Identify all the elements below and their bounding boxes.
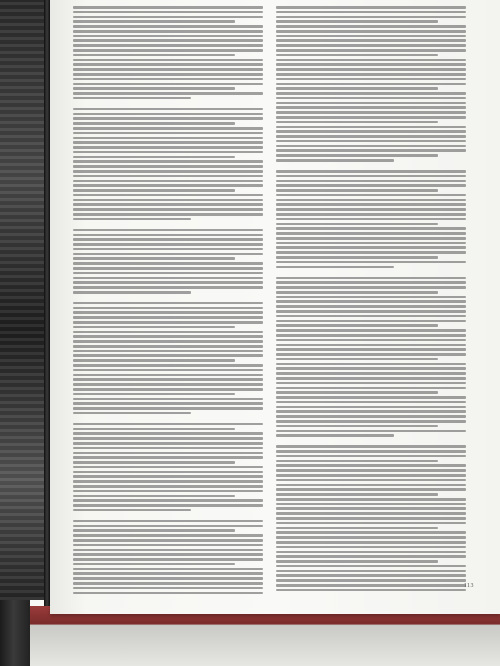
- text-line: [73, 514, 263, 518]
- text-line: [73, 180, 263, 183]
- text-line: [276, 184, 466, 187]
- text-line: [73, 132, 263, 135]
- text-line: [73, 113, 263, 116]
- text-line: [276, 382, 466, 385]
- text-line: [276, 315, 466, 318]
- text-line: [73, 340, 263, 343]
- text-column-right: [276, 6, 466, 602]
- text-line: [73, 170, 263, 173]
- text-line: [73, 102, 263, 106]
- text-line: [73, 525, 263, 528]
- text-line: [73, 291, 191, 294]
- book-cover-bottom: [30, 606, 500, 666]
- text-line: [276, 54, 438, 57]
- text-line: [73, 364, 263, 367]
- text-line: [276, 420, 466, 423]
- text-line: [276, 464, 466, 467]
- text-line: [73, 127, 263, 130]
- text-line: [276, 223, 438, 226]
- text-line: [73, 160, 263, 163]
- text-line: [73, 49, 263, 52]
- text-line: [276, 445, 466, 448]
- text-line: [73, 345, 263, 348]
- text-line: [73, 321, 263, 324]
- text-line: [276, 20, 438, 23]
- text-line: [73, 423, 263, 426]
- text-line: [276, 536, 466, 539]
- text-line: [276, 522, 466, 525]
- text-line: [276, 469, 466, 472]
- text-line: [73, 243, 263, 246]
- text-line: [276, 396, 466, 399]
- text-line: [276, 348, 466, 351]
- text-line: [276, 531, 466, 534]
- text-line: [73, 378, 263, 381]
- text-line: [73, 592, 263, 595]
- text-line: [276, 242, 466, 245]
- text-line: [276, 159, 394, 162]
- text-line: [73, 78, 263, 81]
- text-line: [276, 208, 466, 211]
- text-line: [276, 286, 466, 289]
- text-line: [276, 59, 466, 62]
- text-line: [276, 251, 466, 254]
- text-line: [73, 277, 263, 280]
- text-line: [73, 208, 263, 211]
- text-line: [276, 300, 466, 303]
- text-line: [73, 311, 263, 314]
- text-line: [276, 39, 466, 42]
- text-line: [73, 572, 263, 575]
- text-line: [276, 102, 466, 105]
- text-line: [276, 460, 438, 463]
- text-line: [73, 549, 263, 552]
- text-line: [73, 262, 263, 265]
- text-line: [73, 504, 263, 507]
- text-line: [73, 39, 263, 42]
- text-line: [73, 544, 263, 547]
- text-line: [276, 377, 466, 380]
- text-line: [73, 117, 263, 120]
- text-line: [73, 442, 263, 445]
- text-line: [73, 539, 263, 542]
- text-line: [276, 363, 466, 366]
- text-line: [276, 180, 466, 183]
- text-line: [73, 553, 263, 556]
- text-line: [276, 410, 466, 413]
- text-line: [73, 199, 263, 202]
- text-line: [276, 507, 466, 510]
- text-line: [276, 73, 466, 76]
- text-line: [276, 218, 466, 221]
- text-line: [276, 503, 466, 506]
- text-line: [73, 582, 263, 585]
- text-line: [73, 480, 263, 483]
- text-line: [73, 253, 263, 256]
- text-line: [73, 393, 235, 396]
- text-line: [276, 256, 438, 259]
- text-line: [276, 584, 466, 587]
- text-line: [276, 68, 466, 71]
- text-line: [73, 218, 191, 221]
- text-line: [276, 406, 466, 409]
- text-line: [276, 565, 466, 568]
- text-line: [73, 272, 263, 275]
- text-line: [73, 350, 263, 353]
- text-line: [73, 194, 263, 197]
- text-column-left: [73, 6, 263, 602]
- text-line: [73, 16, 263, 19]
- text-line: [276, 296, 466, 299]
- text-line: [73, 369, 263, 372]
- text-line: [276, 546, 466, 549]
- text-line: [276, 391, 438, 394]
- text-line: [276, 135, 466, 138]
- text-line: [73, 59, 263, 62]
- text-line: [73, 296, 263, 300]
- text-line: [73, 6, 263, 9]
- text-line: [73, 577, 263, 580]
- text-line: [276, 589, 466, 592]
- text-line: [73, 447, 263, 450]
- text-line: [276, 484, 466, 487]
- text-line: [73, 398, 263, 401]
- text-line: [73, 388, 263, 391]
- text-line: [276, 329, 466, 332]
- text-line: [276, 517, 466, 520]
- text-line: [276, 106, 466, 109]
- text-line: [73, 20, 235, 23]
- text-line: [276, 227, 466, 230]
- page-number: 113: [463, 583, 474, 589]
- text-line: [276, 439, 466, 443]
- text-line: [276, 310, 466, 313]
- text-line: [276, 305, 466, 308]
- text-line: [73, 563, 235, 566]
- text-line: [73, 326, 235, 329]
- text-line: [276, 170, 466, 173]
- text-line: [276, 488, 466, 491]
- left-page-photograph: [0, 0, 46, 600]
- text-line: [276, 541, 466, 544]
- text-line: [276, 149, 466, 152]
- text-line: [276, 16, 466, 19]
- text-line: [73, 229, 263, 232]
- text-line: [73, 359, 235, 362]
- text-line: [276, 450, 466, 453]
- text-line: [73, 417, 263, 421]
- text-line: [276, 324, 438, 327]
- text-line: [73, 213, 263, 216]
- text-line: [73, 529, 235, 532]
- text-line: [73, 25, 263, 28]
- text-line: [73, 137, 263, 140]
- text-line: [276, 203, 466, 206]
- text-line: [276, 415, 466, 418]
- text-line: [73, 281, 263, 284]
- text-line: [276, 334, 466, 337]
- text-line: [73, 234, 263, 237]
- text-line: [276, 246, 466, 249]
- text-line: [276, 44, 466, 47]
- text-line: [276, 574, 466, 577]
- text-line: [276, 92, 466, 95]
- text-line: [276, 425, 438, 428]
- text-line: [73, 302, 263, 305]
- text-line: [276, 372, 466, 375]
- text-line: [73, 141, 263, 144]
- text-line: [73, 412, 191, 415]
- text-line: [276, 145, 466, 148]
- text-line: [276, 570, 466, 573]
- text-line: [73, 383, 263, 386]
- text-line: [73, 499, 263, 502]
- text-line: [276, 474, 466, 477]
- text-line: [276, 237, 466, 240]
- text-line: [73, 238, 263, 241]
- text-line: [73, 68, 263, 71]
- text-line: [276, 367, 466, 370]
- text-line: [73, 402, 263, 405]
- text-line: [73, 73, 263, 76]
- book-page: [50, 0, 500, 614]
- text-line: [276, 164, 466, 168]
- text-line: [73, 456, 263, 459]
- text-line: [276, 25, 466, 28]
- text-line: [276, 512, 466, 515]
- text-line: [276, 291, 438, 294]
- text-line: [73, 307, 263, 310]
- text-line: [73, 108, 263, 111]
- text-line: [276, 194, 466, 197]
- text-line: [73, 452, 263, 455]
- text-line: [73, 35, 263, 38]
- text-line: [73, 223, 263, 227]
- text-line: [276, 189, 438, 192]
- text-line: [276, 555, 466, 558]
- text-line: [73, 87, 235, 90]
- text-line: [73, 184, 263, 187]
- text-line: [276, 401, 466, 404]
- text-line: [73, 568, 263, 571]
- text-line: [73, 354, 263, 357]
- text-line: [276, 199, 466, 202]
- text-line: [276, 270, 466, 274]
- text-line: [276, 551, 466, 554]
- text-line: [73, 587, 263, 590]
- text-line: [73, 146, 263, 149]
- text-line: [73, 175, 263, 178]
- text-line: [276, 261, 466, 264]
- text-line: [73, 520, 263, 523]
- text-line: [73, 156, 235, 159]
- text-line: [276, 344, 466, 347]
- text-line: [276, 116, 466, 119]
- text-line: [73, 30, 263, 33]
- text-line: [276, 30, 466, 33]
- text-line: [73, 475, 263, 478]
- text-line: [276, 434, 394, 437]
- text-line: [73, 558, 263, 561]
- text-line: [276, 232, 466, 235]
- text-line: [276, 83, 466, 86]
- text-line: [73, 432, 263, 435]
- text-line: [276, 87, 438, 90]
- text-line: [276, 430, 466, 433]
- text-line: [73, 165, 263, 168]
- text-line: [276, 121, 438, 124]
- text-line: [73, 44, 263, 47]
- text-line: [73, 92, 263, 95]
- text-line: [73, 97, 191, 100]
- text-line: [276, 387, 466, 390]
- text-line: [73, 485, 263, 488]
- text-line: [276, 455, 466, 458]
- text-line: [276, 579, 466, 582]
- text-line: [73, 534, 263, 537]
- text-line: [73, 151, 263, 154]
- text-line: [276, 126, 466, 129]
- text-line: [73, 248, 263, 251]
- text-line: [73, 471, 263, 474]
- text-line: [73, 407, 263, 410]
- text-line: [73, 437, 263, 440]
- text-line: [73, 461, 235, 464]
- text-line: [276, 493, 438, 496]
- text-line: [276, 498, 466, 501]
- text-line: [73, 11, 263, 14]
- text-line: [276, 6, 466, 9]
- text-line: [276, 560, 438, 563]
- text-line: [73, 267, 263, 270]
- text-line: [73, 466, 263, 469]
- text-line: [73, 189, 235, 192]
- text-line: [276, 281, 466, 284]
- text-line: [276, 479, 466, 482]
- text-line: [73, 490, 263, 493]
- text-line: [73, 257, 235, 260]
- text-line: [276, 277, 466, 280]
- text-line: [73, 428, 235, 431]
- text-line: [276, 130, 466, 133]
- text-line: [73, 316, 263, 319]
- text-line: [276, 35, 466, 38]
- text-line: [73, 509, 191, 512]
- text-line: [276, 358, 438, 361]
- text-line: [73, 286, 263, 289]
- text-line: [276, 527, 438, 530]
- text-line: [73, 374, 263, 377]
- text-line: [73, 203, 263, 206]
- text-line: [276, 154, 438, 157]
- text-line: [276, 266, 394, 269]
- text-line: [73, 83, 263, 86]
- text-line: [276, 97, 466, 100]
- text-line: [73, 335, 263, 338]
- text-line: [73, 331, 263, 334]
- text-line: [276, 339, 466, 342]
- text-line: [276, 140, 466, 143]
- text-line: [276, 111, 466, 114]
- text-line: [276, 78, 466, 81]
- text-line: [276, 175, 466, 178]
- text-line: [73, 54, 235, 57]
- text-line: [276, 213, 466, 216]
- text-line: [276, 320, 466, 323]
- text-line: [276, 49, 466, 52]
- text-line: [73, 63, 263, 66]
- text-line: [276, 353, 466, 356]
- text-line: [73, 122, 235, 125]
- text-line: [73, 495, 235, 498]
- text-line: [276, 63, 466, 66]
- text-line: [276, 11, 466, 14]
